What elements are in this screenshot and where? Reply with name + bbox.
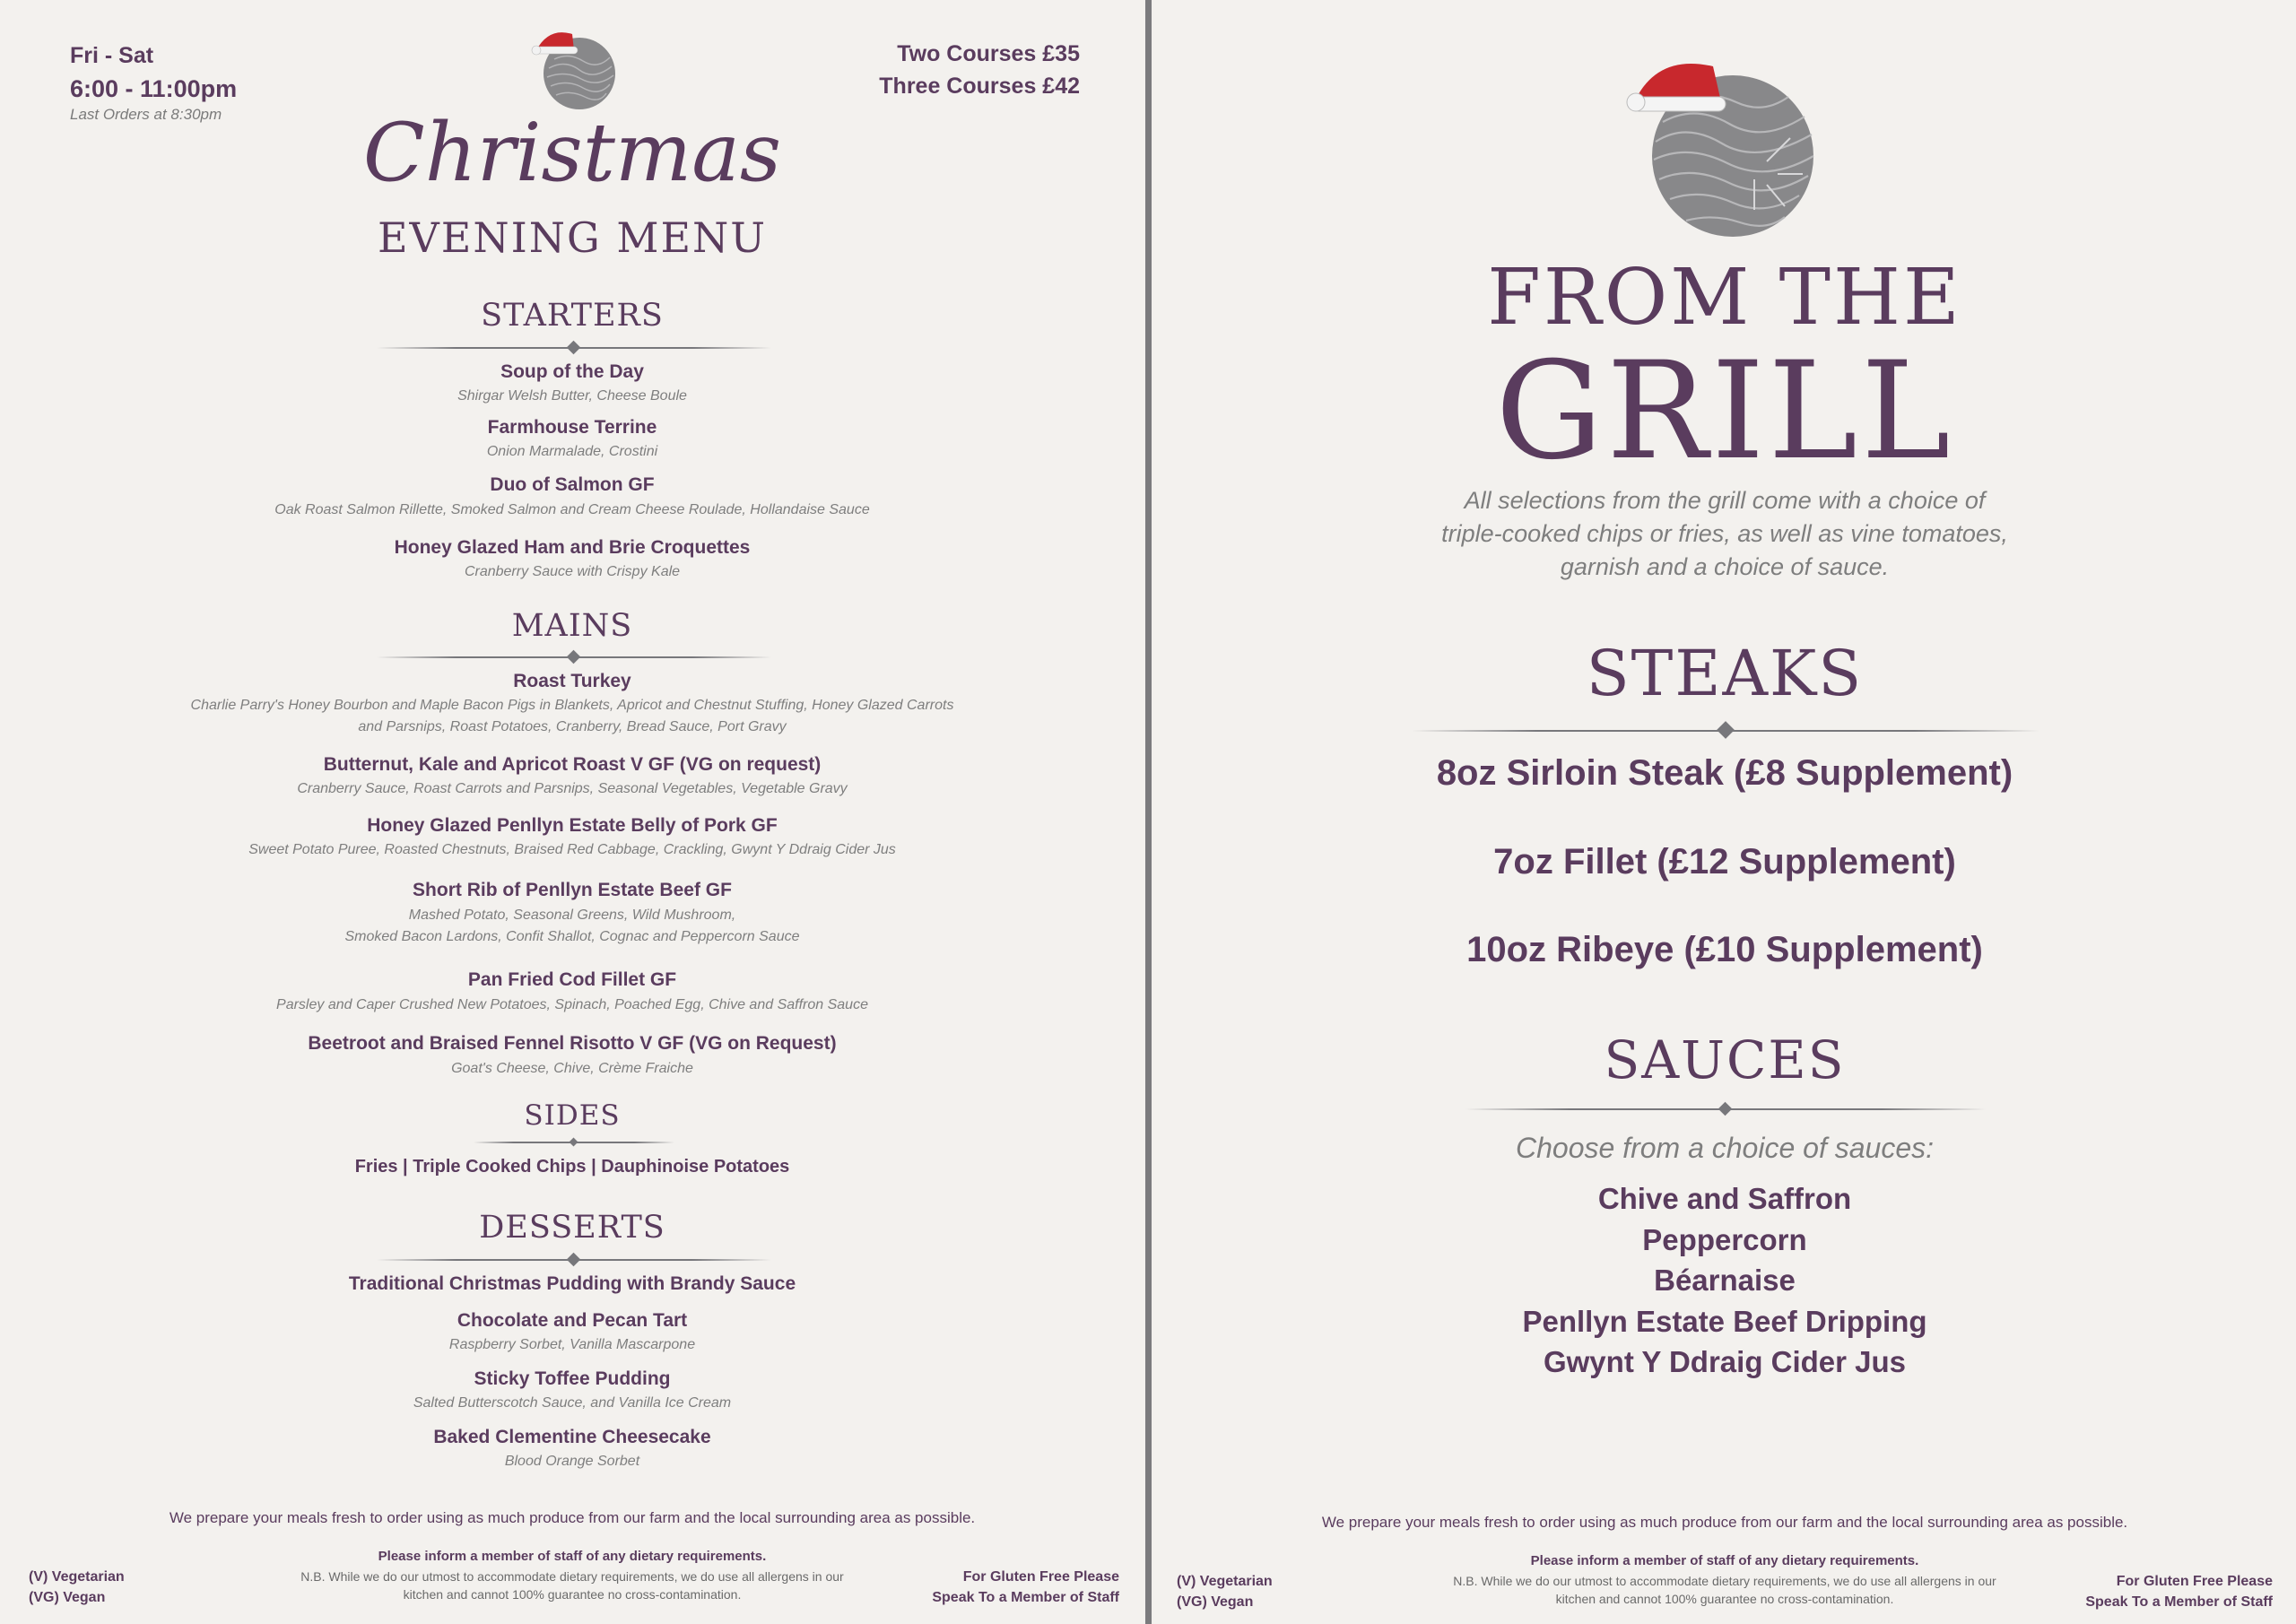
last-orders: Last Orders at 8:30pm [70, 106, 222, 123]
menu-item-desc: Sweet Potato Puree, Roasted Chestnuts, Braised Red Cabbage, Crackling, Gwynt Y Ddraig Cider Jus [248, 842, 896, 857]
dietary-inform-note: Please inform a member of staff of any dietary requirements. [1530, 1553, 1919, 1568]
legend-vegan: (VG) Vegan [29, 1590, 106, 1605]
menu-item-desc: Smoked Bacon Lardons, Confit Shallot, Cognac and Peppercorn Sauce [344, 929, 800, 944]
allergen-note-line1: N.B. While we do our utmost to accommodate dietary requirements, we do use all allergens in our [1453, 1574, 1996, 1588]
sides-list: Fries | Triple Cooked Chips | Dauphinoise Potatoes [354, 1157, 790, 1177]
grill-title-line1: FROM THE [1487, 253, 1962, 343]
allergen-note-line1: N.B. While we do our utmost to accommodate dietary requirements, we do use all allergens in our [300, 1569, 844, 1584]
dietary-inform-note: Please inform a member of staff of any dietary requirements. [378, 1549, 767, 1564]
bauble-santa-hat-icon [1623, 45, 1821, 242]
menu-title-sub: EVENING MENU [377, 213, 768, 262]
section-divider [1465, 1101, 1986, 1117]
mains-heading: MAINS [511, 608, 633, 644]
menu-item-name: Short Rib of Penllyn Estate Beef GF [413, 880, 732, 900]
sauces-intro: Choose from a choice of sauces: [1515, 1132, 1934, 1164]
fresh-produce-note: We prepare your meals fresh to order using as much produce from our farm and the local surrounding area as possible. [169, 1509, 976, 1526]
menu-item-name: Honey Glazed Penllyn Estate Belly of Pork GF [367, 815, 778, 836]
legend-vegetarian: (V) Vegetarian [29, 1569, 125, 1585]
page-divider [1145, 0, 1152, 1624]
sauce-item: Chive and Saffron [1597, 1182, 1852, 1215]
starters-heading: STARTERS [481, 298, 664, 334]
bauble-santa-hat-icon [529, 23, 619, 113]
christmas-evening-menu-page [0, 0, 1144, 1624]
menu-item-name: Butternut, Kale and Apricot Roast V GF (VG on request) [323, 754, 822, 775]
section-divider [1412, 723, 2039, 739]
legend-vegan: (VG) Vegan [1177, 1594, 1254, 1610]
menu-item-desc: Salted Butterscotch Sauce, and Vanilla Ice Cream [413, 1395, 732, 1411]
steak-item: 7oz Fillet (£12 Supplement) [1493, 842, 1956, 881]
menu-item-desc: Parsley and Caper Crushed New Potatoes, Spinach, Poached Egg, Chive and Saffron Sauce [276, 997, 868, 1012]
menu-title-script: Christmas [362, 106, 782, 200]
section-divider [377, 340, 771, 356]
menu-item-desc: Goat's Cheese, Chive, Crème Fraiche [451, 1061, 693, 1076]
section-divider [377, 1252, 771, 1268]
menu-item-desc: Shirgar Welsh Butter, Cheese Boule [457, 388, 687, 404]
menu-item-desc: Raspberry Sorbet, Vanilla Mascarpone [448, 1337, 696, 1352]
gluten-free-note-line2: Speak To a Member of Staff [932, 1590, 1119, 1605]
menu-item-desc: Blood Orange Sorbet [504, 1454, 640, 1469]
opening-days: Fri - Sat [70, 43, 154, 68]
sauce-item: Gwynt Y Ddraig Cider Jus [1543, 1345, 1907, 1378]
desserts-heading: DESSERTS [479, 1210, 665, 1246]
menu-item-name: Beetroot and Braised Fennel Risotto V GF (VG on Request) [308, 1033, 837, 1054]
allergen-note-line2: kitchen and cannot 100% guarantee no cross-contamination. [1555, 1592, 1894, 1606]
menu-item-name: Farmhouse Terrine [487, 417, 657, 438]
legend-vegetarian: (V) Vegetarian [1177, 1574, 1273, 1589]
menu-item-name: Pan Fried Cod Fillet GF [467, 969, 677, 990]
menu-item-desc: Cranberry Sauce, Roast Carrots and Parsnips, Seasonal Vegetables, Vegetable Gravy [297, 781, 848, 796]
grill-title-line2: GRILL [1495, 334, 1954, 490]
grill-intro-line2: triple-cooked chips or fries, as well as vine tomatoes, [1441, 520, 2008, 547]
fresh-produce-note: We prepare your meals fresh to order using as much produce from our farm and the local surrounding area as possible. [1321, 1514, 2128, 1531]
gluten-free-note-line2: Speak To a Member of Staff [2085, 1594, 2273, 1610]
sauce-item: Penllyn Estate Beef Dripping [1522, 1305, 1927, 1338]
allergen-note-line2: kitchen and cannot 100% guarantee no cross-contamination. [403, 1587, 742, 1602]
steak-item: 8oz Sirloin Steak (£8 Supplement) [1436, 753, 2013, 793]
section-divider [474, 1134, 674, 1151]
menu-item-name: Soup of the Day [500, 361, 644, 382]
menu-item-desc: Onion Marmalade, Crostini [486, 444, 658, 459]
menu-item-name: Traditional Christmas Pudding with Brandy Sauce [348, 1273, 796, 1294]
sauce-item: Béarnaise [1654, 1264, 1796, 1297]
steaks-heading: STEAKS [1586, 637, 1864, 710]
grill-intro-line1: All selections from the grill come with a choice of [1464, 487, 1986, 514]
menu-item-name: Baked Clementine Cheesecake [433, 1427, 711, 1447]
menu-item-desc: Charlie Parry's Honey Bourbon and Maple Bacon Pigs in Blankets, Apricot and Chestnut Stuffing, Honey Glazed Carrots [190, 698, 954, 713]
menu-item-desc: and Parsnips, Roast Potatoes, Cranberry, Bread Sauce, Port Gravy [358, 719, 787, 734]
gluten-free-note-line1: For Gluten Free Please [962, 1569, 1119, 1585]
menu-item-name: Duo of Salmon GF [490, 474, 655, 495]
price-two-courses: Two Courses £35 [897, 41, 1080, 66]
grill-intro-line3: garnish and a choice of sauce. [1560, 553, 1890, 580]
sauces-heading: SAUCES [1604, 1029, 1846, 1090]
menu-item-desc: Mashed Potato, Seasonal Greens, Wild Mushroom, [408, 908, 736, 923]
menu-item-name: Roast Turkey [513, 671, 631, 691]
menu-item-desc: Oak Roast Salmon Rillette, Smoked Salmon and Cream Cheese Roulade, Hollandaise Sauce [274, 502, 870, 517]
from-the-grill-page [1153, 0, 2296, 1624]
section-divider [377, 649, 771, 665]
sauce-item: Peppercorn [1642, 1223, 1807, 1256]
menu-item-name: Honey Glazed Ham and Brie Croquettes [394, 537, 751, 558]
gluten-free-note-line1: For Gluten Free Please [2116, 1574, 2273, 1589]
menu-item-name: Chocolate and Pecan Tart [457, 1310, 688, 1331]
price-three-courses: Three Courses £42 [879, 74, 1080, 99]
menu-item-name: Sticky Toffee Pudding [474, 1368, 671, 1389]
opening-time: 6:00 - 11:00pm [70, 75, 238, 102]
steak-item: 10oz Ribeye (£10 Supplement) [1466, 930, 1983, 969]
sides-heading: SIDES [524, 1099, 621, 1132]
menu-item-desc: Cranberry Sauce with Crispy Kale [464, 564, 681, 579]
